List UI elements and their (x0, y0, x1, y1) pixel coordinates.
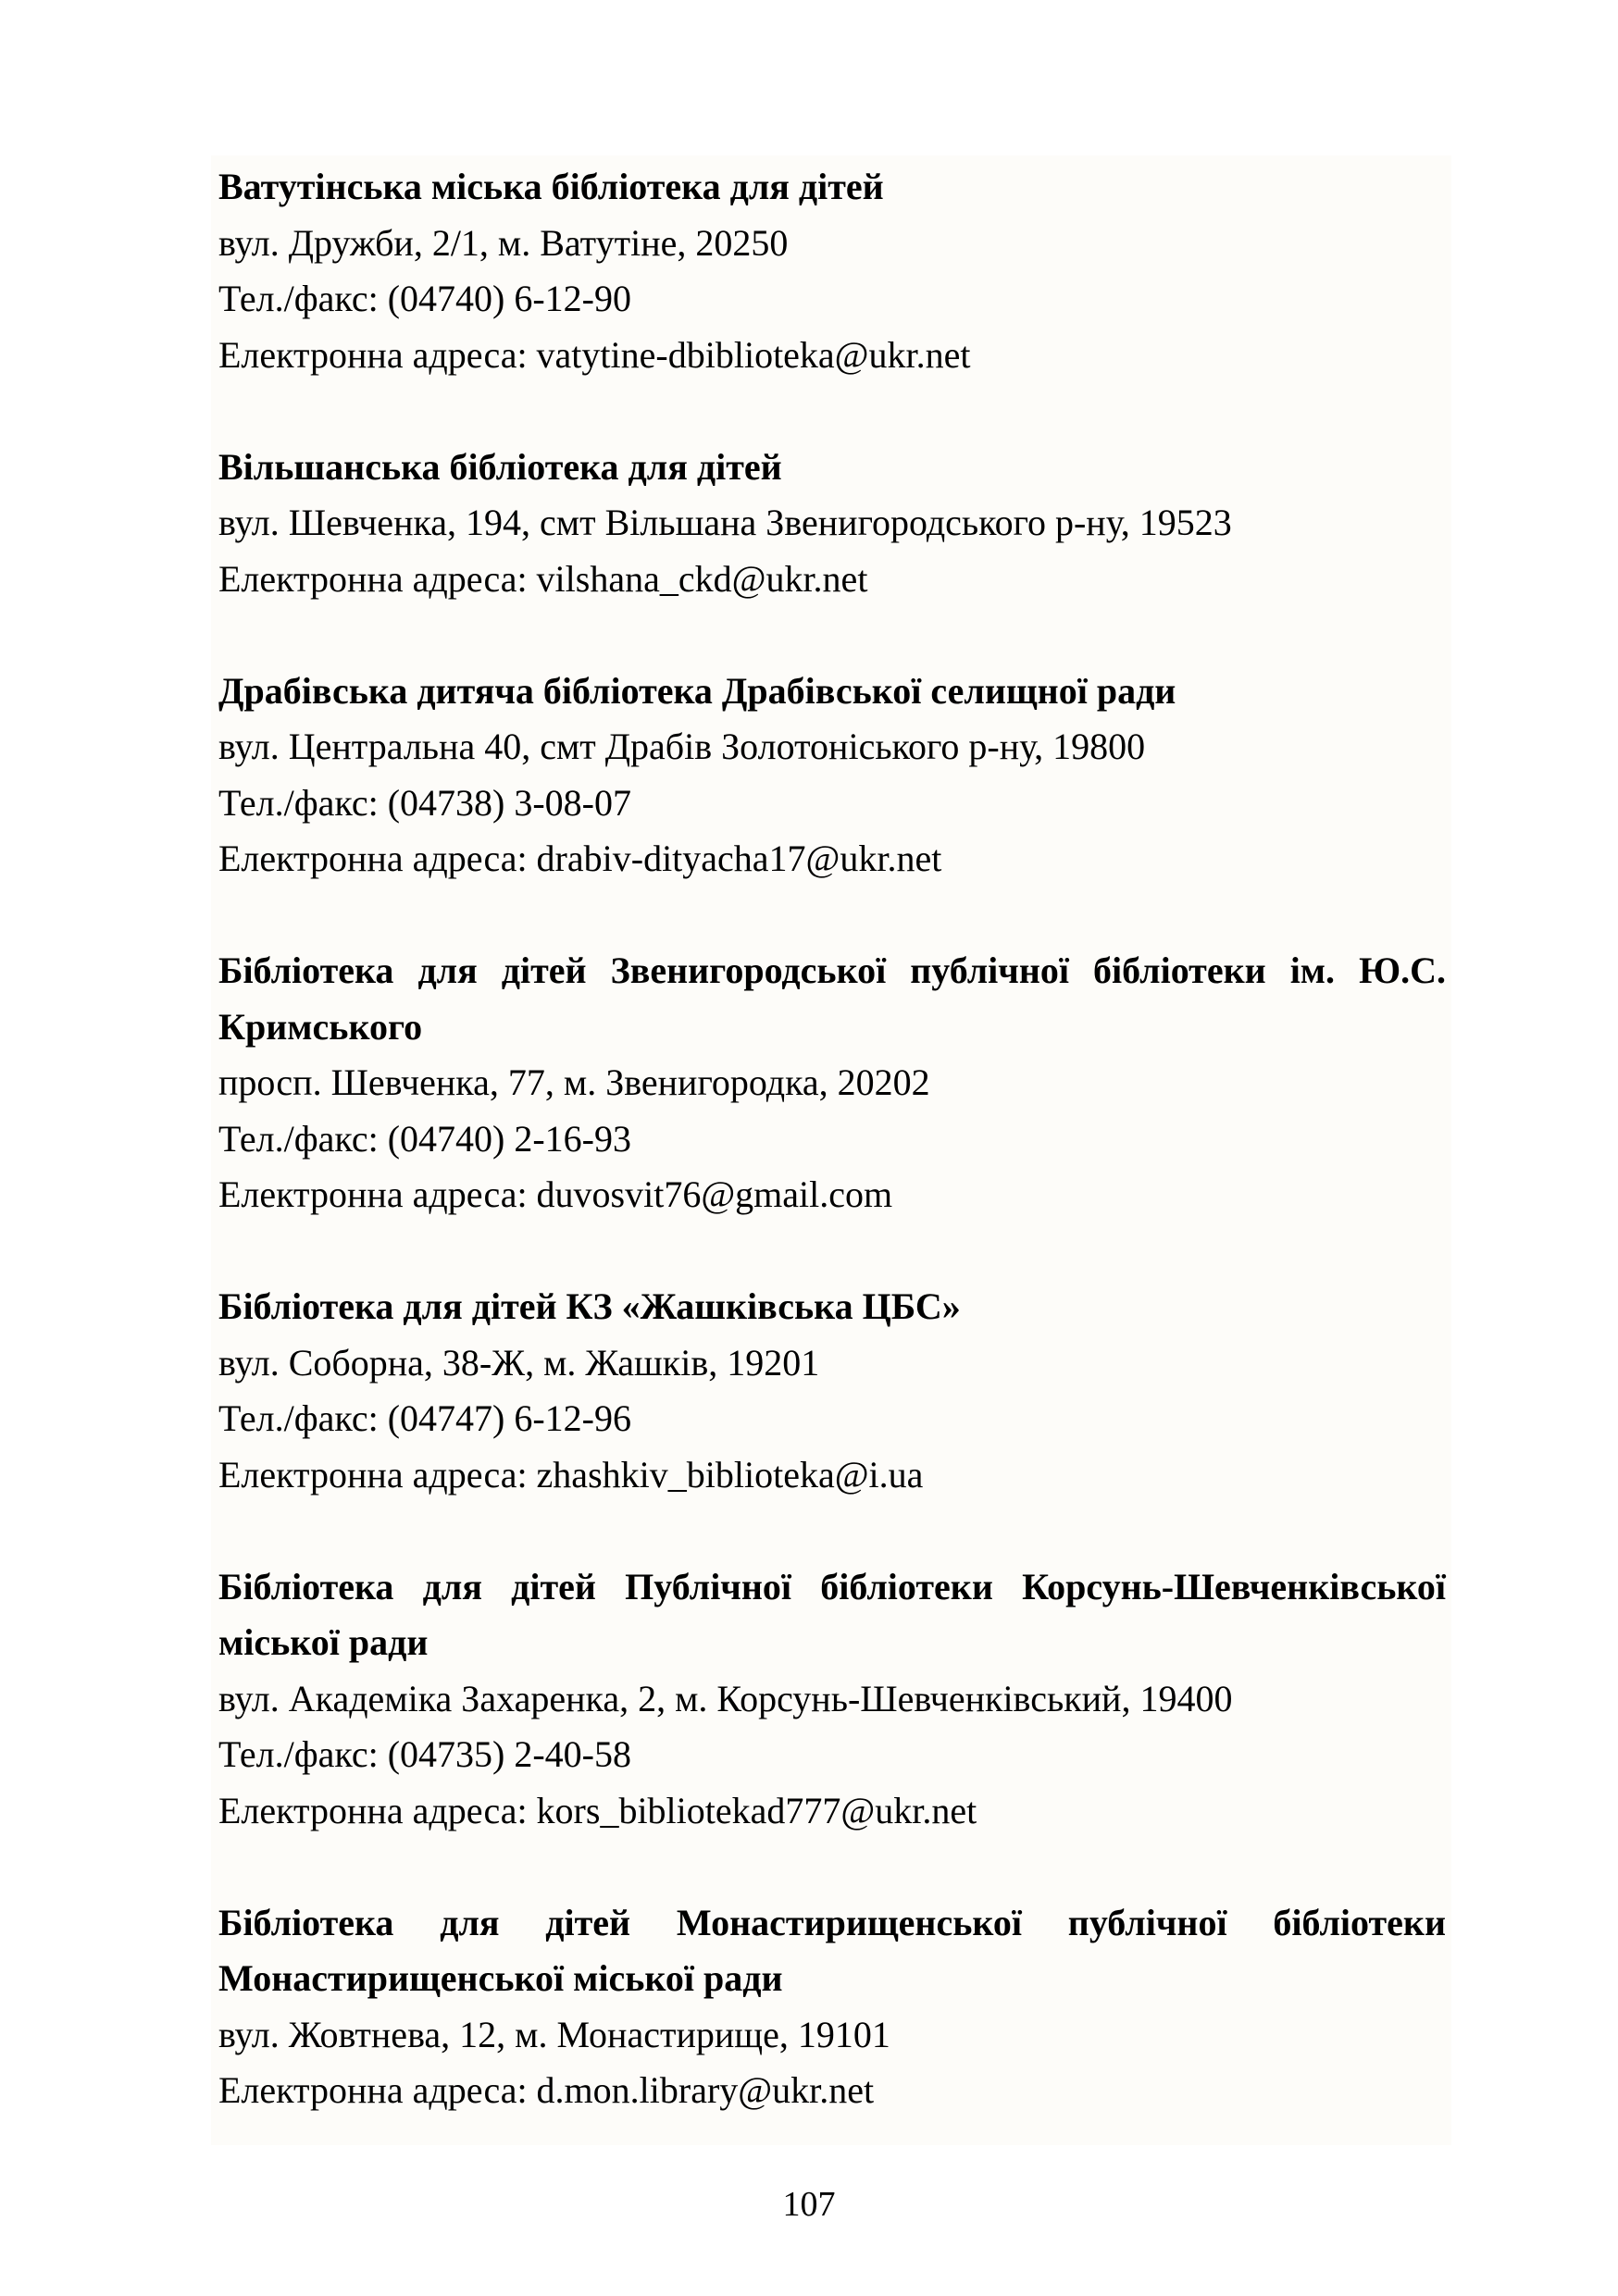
library-title: Ватутінська міська бібліотека для дітей (218, 166, 884, 207)
library-email: Електронна адреса: vatytine-dbiblioteka@ukr.net (218, 333, 971, 376)
library-entry (218, 1559, 1446, 1840)
library-title: Драбівська дитяча бібліотека Драбівської селищної ради (218, 669, 1176, 712)
library-entry (218, 159, 1446, 383)
library-phone: Тел./факс: (04740) 2-16-93 (218, 1117, 631, 1160)
library-title: Бібліотека для дітей Монастирищенської публічної бібліотеки Монастирищенської міської ради (218, 1901, 1446, 1999)
page-number: 107 (782, 2185, 836, 2224)
library-email: Електронна адреса: duvosvit76@gmail.com (218, 1173, 893, 1215)
library-email: Електронна адреса: kors_bibliotekad777@ukr.net (218, 1789, 977, 1831)
library-entry (218, 664, 1446, 887)
library-title: Бібліотека для дітей Звенигородської публічної бібліотеки ім. Ю.С. Кримського (218, 949, 1446, 1048)
library-title: Бібліотека для дітей Публічної бібліотеки Корсунь-Шевченківської міської ради (218, 1565, 1446, 1663)
library-address: вул. Центральна 40, смт Драбів Золотоніського р-ну, 19800 (218, 726, 1146, 767)
library-phone: Тел./факс: (04747) 6-12-96 (218, 1397, 631, 1439)
library-address: вул. Академіка Захаренка, 2, м. Корсунь-Шевченківський, 19400 (218, 1677, 1233, 1719)
library-address: вул. Соборна, 38-Ж, м. Жашків, 19201 (218, 1341, 820, 1384)
library-title: Бібліотека для дітей КЗ «Жашківська ЦБС» (218, 1285, 961, 1327)
library-entry (218, 440, 1446, 608)
library-phone: Тел./факс: (04738) 3-08-07 (218, 781, 631, 824)
library-title: Вільшанська бібліотека для дітей (218, 445, 782, 488)
library-entry (218, 1895, 1446, 2119)
library-address: вул. Дружби, 2/1, м. Ватутіне, 20250 (218, 221, 789, 264)
library-email: Електронна адреса: vilshana_ckd@ukr.net (218, 557, 868, 600)
library-email: Електронна адреса: drabiv-dityacha17@ukr.net (218, 838, 942, 879)
library-email: Електронна адреса: d.mon.library@ukr.net (218, 2069, 875, 2111)
library-address: вул. Шевченка, 194, смт Вільшана Звенигородського р-ну, 19523 (218, 502, 1232, 543)
library-phone: Тел./факс: (04735) 2-40-58 (218, 1733, 631, 1775)
library-directory (218, 159, 1446, 2175)
library-entry (218, 1279, 1446, 1503)
library-address: просп. Шевченка, 77, м. Звенигородка, 20202 (218, 1061, 930, 1103)
library-entry (218, 943, 1446, 1223)
library-address: вул. Жовтнева, 12, м. Монастирище, 19101 (218, 2013, 890, 2055)
library-phone: Тел./факс: (04740) 6-12-90 (218, 278, 631, 319)
library-email: Електронна адреса: zhashkiv_biblioteka@i.ua (218, 1453, 924, 1496)
